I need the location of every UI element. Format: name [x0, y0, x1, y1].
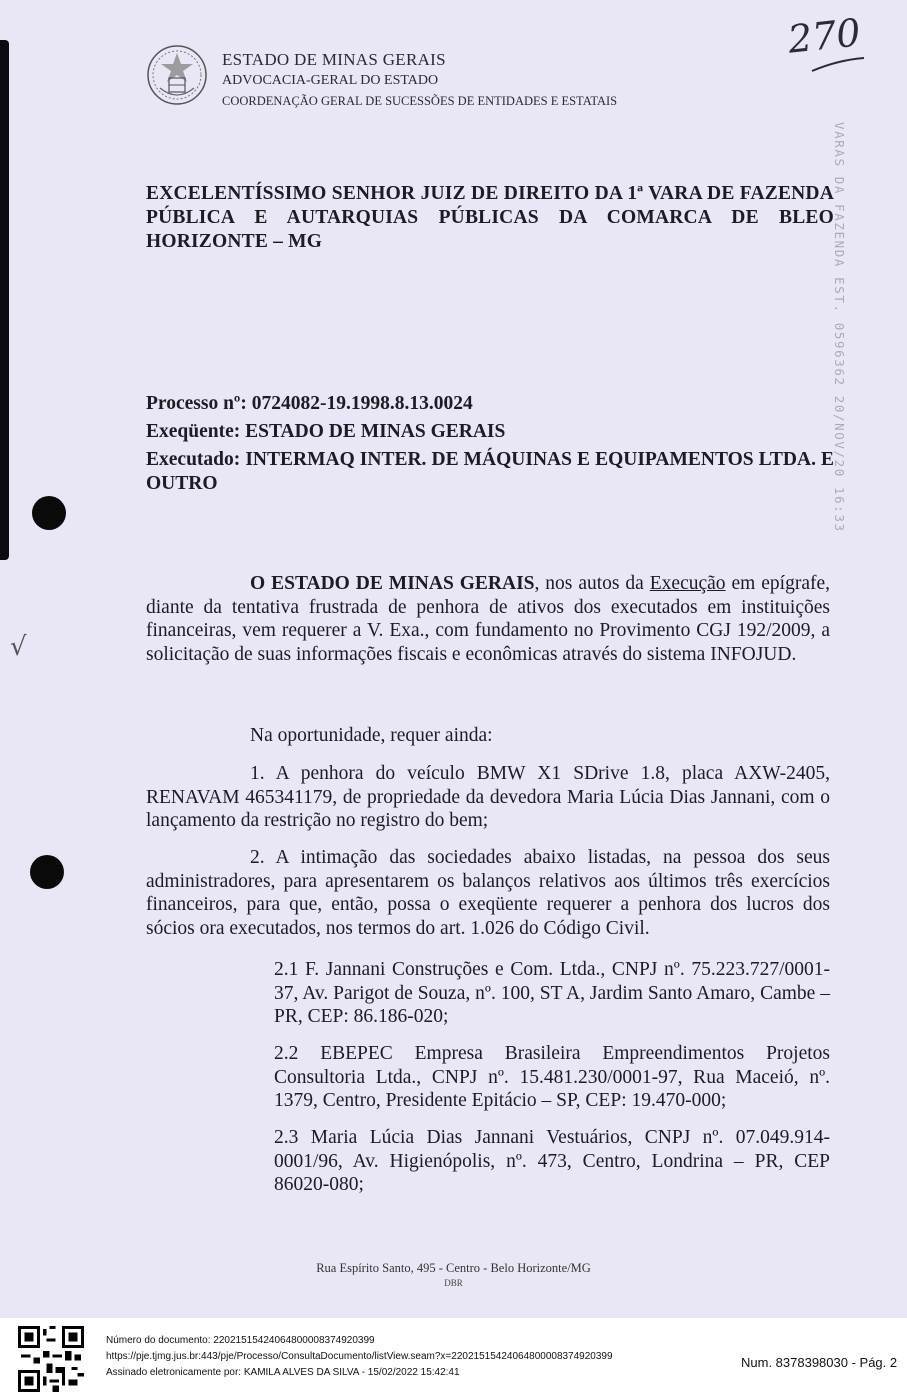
- scan-edge-mark: [0, 40, 9, 560]
- receipt-stamp: VARAS DA FAZENDA EST. 0596362 20/NOV/20 16:33: [832, 122, 847, 533]
- request-intro: Na oportunidade, requer ainda:: [250, 725, 493, 746]
- punch-hole: [30, 855, 64, 889]
- process-label: Processo nº:: [146, 393, 247, 414]
- page-reference: Num. 8378398030 - Pág. 2: [741, 1355, 898, 1370]
- document-url[interactable]: https://pje.tjmg.jus.br:443/pje/Processo/ConsultaDocumento/listView.seam?x=22021515424064800008374920399: [106, 1351, 613, 1362]
- company-item: 2.3 Maria Lúcia Dias Jannani Vestuários, CNPJ nº. 07.049.914-0001/96, Av. Higienópolis, nº. 473, Centro, Londrina – PR, CEP 86020-080;: [274, 1127, 830, 1196]
- intro-text-1: , nos autos da: [534, 573, 650, 594]
- footer-initials: DBR: [444, 1278, 463, 1288]
- intro-paragraph: [146, 572, 830, 666]
- request-item-1: 1. A penhora do veículo BMW X1 SDrive 1.8, placa AXW-2405, RENAVAM 465341179, de propriedade da devedora Maria Lúcia Dias Jannani, com o lançamento da restrição no registro do bem;: [146, 763, 830, 832]
- process-number-line: [146, 392, 834, 416]
- creditor-value: ESTADO DE MINAS GERAIS: [245, 421, 506, 442]
- check-mark: √: [10, 632, 27, 662]
- debtor-label: Executado:: [146, 449, 241, 470]
- punch-hole: [32, 496, 66, 530]
- addressee-heading: EXCELENTÍSSIMO SENHOR JUIZ DE DIREITO DA 1ª VARA DE FAZENDA PÚBLICA E AUTARQUIAS PÚBLICAS DA COMARCA DE BLEO HORIZONTE – MG: [146, 183, 834, 252]
- handwritten-page-number: 270: [785, 10, 863, 62]
- electronic-signature: Assinado eletronicamente por: KAMILA ALVES DA SILVA - 15/02/2022 15:42:41: [106, 1367, 460, 1378]
- header-state: ESTADO DE MINAS GERAIS: [222, 50, 446, 69]
- creditor-line: [146, 420, 834, 444]
- process-value: 0724082-19.1998.8.13.0024: [251, 393, 473, 414]
- debtor-line: [146, 448, 834, 496]
- document-number: Número do documento: 22021515424064800008374920399: [106, 1335, 375, 1346]
- intro-subject: O ESTADO DE MINAS GERAIS: [250, 573, 535, 594]
- company-item: 2.2 EBEPEC Empresa Brasileira Empreendimentos Projetos Consultoria Ltda., CNPJ nº. 15.481.230/0001-97, Rua Maceió, nº. 1379, Centro, Presidente Epitácio – SP, CEP: 19.470-000;: [274, 1043, 830, 1112]
- debtor-value: INTERMAQ INTER. DE MÁQUINAS E EQUIPAMENTOS LTDA. E OUTRO: [146, 449, 835, 494]
- execucao-term: Execução: [649, 573, 726, 594]
- header-division: COORDENAÇÃO GERAL DE SUCESSÕES DE ENTIDADES E ESTATAIS: [222, 94, 618, 108]
- company-item: 2.1 F. Jannani Construções e Com. Ltda., CNPJ nº. 75.223.727/0001-37, Av. Parigot de Souza, nº. 100, ST A, Jardim Santo Amaro, Cambe – PR, CEP: 86.186-020;: [274, 959, 830, 1028]
- qr-code-icon: [18, 1326, 84, 1392]
- header-agency: ADVOCACIA-GERAL DO ESTADO: [222, 73, 439, 88]
- handwritten-flourish: [808, 56, 868, 74]
- footer-address: Rua Espírito Santo, 495 - Centro - Belo Horizonte/MG: [316, 1261, 591, 1275]
- request-item-2: 2. A intimação das sociedades abaixo listadas, na pessoa dos seus administradores, para apresentarem os balanços relativos aos últimos três exercícios financeiros, para que, então, possa o exeqüente requerer a penhora dos lucros dos sócios ora executados, nos termos do art. 1.026 do Código Civil.: [146, 847, 830, 939]
- intro-text-2: em epígrafe, diante da tentativa frustrada de penhora de ativos dos executados em instituições financeiras, vem requerer a V. Exa., com fundamento no Provimento CGJ 192/2009, a solicitação de suas informações fiscais e econômicas através do sistema INFOJUD.: [146, 573, 830, 665]
- coat-of-arms-icon: [146, 44, 208, 106]
- creditor-label: Exeqüente:: [146, 421, 241, 442]
